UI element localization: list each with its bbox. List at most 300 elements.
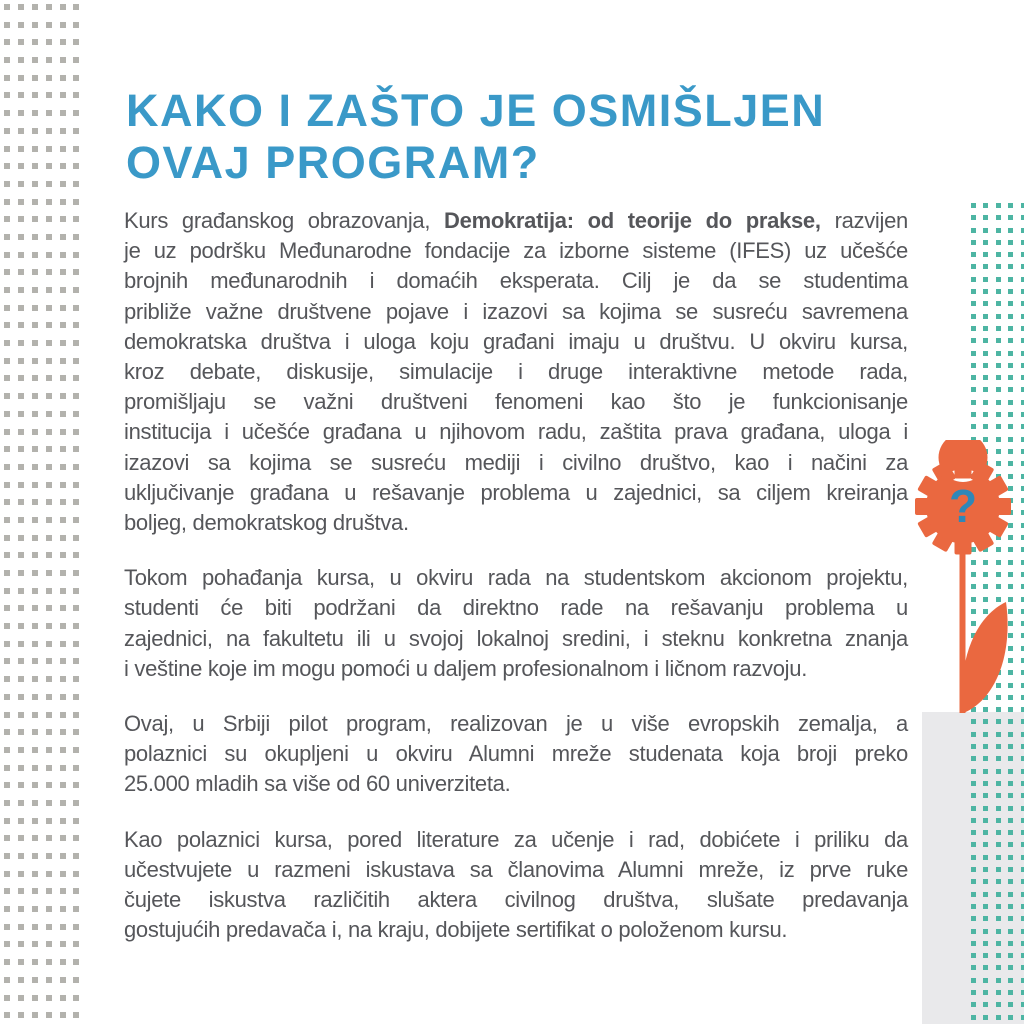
dot [971,351,976,356]
dot [73,411,79,417]
dot [996,879,1001,884]
dot [18,995,24,1001]
dot [983,1015,988,1020]
dot [1021,301,1024,306]
dot [60,588,66,594]
dot [73,888,79,894]
dot [1008,301,1013,306]
dot [60,959,66,965]
dot [1008,867,1013,872]
dot [4,375,10,381]
dot [60,977,66,983]
dot [32,57,38,63]
dot [32,340,38,346]
dot [1008,400,1013,405]
dot [73,358,79,364]
dot [4,623,10,629]
dot [996,338,1001,343]
dot [983,351,988,356]
dot [32,977,38,983]
dot [60,658,66,664]
dot [1021,338,1024,343]
dot [60,446,66,452]
dot [983,424,988,429]
dot [60,906,66,912]
dot [60,570,66,576]
dot [60,552,66,558]
dot [60,216,66,222]
dot [46,924,52,930]
dot [32,482,38,488]
dot [971,400,976,405]
dot [983,412,988,417]
dot [18,269,24,275]
dot [983,855,988,860]
dot [1021,314,1024,319]
dot [60,765,66,771]
dot [983,756,988,761]
dot [73,163,79,169]
dot [983,916,988,921]
dot [60,835,66,841]
dot [4,977,10,983]
dot [46,57,52,63]
dot [73,924,79,930]
dot [4,110,10,116]
dot [971,744,976,749]
dot [46,818,52,824]
dot [1021,978,1024,983]
dot [60,199,66,205]
dot [971,879,976,884]
dot [60,517,66,523]
dot [1008,424,1013,429]
dot [73,110,79,116]
dot [18,924,24,930]
dot [971,215,976,220]
dot [32,234,38,240]
dot [971,916,976,921]
dot [996,929,1001,934]
paragraph [124,825,908,946]
dot [1021,953,1024,958]
dot [1008,978,1013,983]
dot [60,924,66,930]
text-line: Tokom pohađanja kursa, u okviru rada na studentskom akcionom projektu, [124,565,908,591]
dot [60,871,66,877]
dot [73,464,79,470]
dot [46,800,52,806]
dot [32,499,38,505]
dot [18,163,24,169]
dot [971,756,976,761]
dot [73,818,79,824]
text-line: Ovaj, u Srbiji pilot program, realizovan je u više evropskih zemalja, a [124,711,908,737]
dot [983,769,988,774]
dot [971,793,976,798]
dot [60,712,66,718]
dot [18,322,24,328]
dot [4,429,10,435]
dot [46,429,52,435]
dot [32,1012,38,1018]
dot [1008,732,1013,737]
dot [18,588,24,594]
dot [73,782,79,788]
dot [1021,412,1024,417]
dot [18,1012,24,1018]
dot [73,181,79,187]
dot [60,800,66,806]
dot [4,765,10,771]
dot [46,694,52,700]
dot [73,305,79,311]
dot [996,941,1001,946]
text-line: Kao polaznici kursa, pored literature za učenje i rad, dobićete i priliku da [124,826,908,852]
dot [1021,756,1024,761]
dot [996,424,1001,429]
left-dot-pattern [4,4,79,1024]
dot [46,234,52,240]
dot [32,658,38,664]
dot [60,163,66,169]
dot [1021,1002,1024,1007]
dot [32,676,38,682]
dot [32,464,38,470]
dot [4,163,10,169]
dot [32,871,38,877]
dot [18,216,24,222]
dot [971,855,976,860]
dot [971,412,976,417]
dot [46,393,52,399]
dot [18,570,24,576]
text-line: uključivanje građana u rešavanje problema u zajednici, sa ciljem kreiranja [124,479,908,505]
dot [32,375,38,381]
dot [971,375,976,380]
dot [983,941,988,946]
dot [32,853,38,859]
dot [18,871,24,877]
dot [1008,228,1013,233]
dot [996,744,1001,749]
dot [46,977,52,983]
dot [18,199,24,205]
dot [46,22,52,28]
dot [4,729,10,735]
dot [73,287,79,293]
dot [46,4,52,10]
dot [4,393,10,399]
dot [73,570,79,576]
dot [1021,781,1024,786]
dot [60,252,66,258]
dot [46,110,52,116]
dot [32,393,38,399]
dot [971,277,976,282]
dot [983,929,988,934]
dot [4,92,10,98]
dot [60,818,66,824]
dot [996,732,1001,737]
dot [4,694,10,700]
dot [32,4,38,10]
dot [73,995,79,1001]
dot [1008,314,1013,319]
dot [996,326,1001,331]
dot [60,358,66,364]
dot [18,959,24,965]
dot [32,517,38,523]
dot [73,694,79,700]
dot [18,499,24,505]
dot [971,387,976,392]
dot [73,234,79,240]
dot [1021,215,1024,220]
dot [4,199,10,205]
dot [73,871,79,877]
text-line: čujete iskustva različitih aktera civilnog društva, slušate predavanja [124,887,908,913]
dot [4,499,10,505]
dot [46,305,52,311]
dot [18,800,24,806]
dot [60,110,66,116]
dot [1021,400,1024,405]
dot [18,747,24,753]
dot [60,4,66,10]
page-title-line1: KAKO I ZAŠTO JE OSMIŠLJEN [126,85,826,136]
dot [73,22,79,28]
dot [4,818,10,824]
text-line: učestvujete u razmeni iskustava sa članovima Alumni mreže, iz prve ruke [124,856,908,882]
dot [73,39,79,45]
text-line: institucija i učešće građana u njihovom radu, zaštita prava građana, uloga i [124,419,908,445]
dot [983,203,988,208]
dot [32,411,38,417]
question-mark: ? [948,480,978,532]
dot [1008,941,1013,946]
dot [46,39,52,45]
dot [60,464,66,470]
dot [996,965,1001,970]
dot [1008,326,1013,331]
dot [32,835,38,841]
dot [1008,1002,1013,1007]
dot [60,676,66,682]
dot [18,252,24,258]
dot [4,234,10,240]
dot [996,793,1001,798]
dot [983,363,988,368]
dot [983,314,988,319]
dot [73,941,79,947]
dot [1021,277,1024,282]
dot [18,146,24,152]
dot [983,953,988,958]
dot [32,924,38,930]
dot [46,216,52,222]
dot [996,830,1001,835]
dot [46,499,52,505]
dot [46,322,52,328]
dot [32,305,38,311]
text-line: brojnih međunarodnih i domaćih eksperata. Cilj je da se studentima [124,268,908,294]
text-line: studenti će biti podržani da direktno rade na rešavanju problema u [124,595,908,621]
dot [971,929,976,934]
dot [46,181,52,187]
text-line: 25.000 mladih sa više od 60 univerziteta. [124,771,511,797]
dot [1021,375,1024,380]
text-line: je uz podršku Međunarodne fondacije za izborne sisteme (IFES) uz učešće [124,238,908,264]
dot [4,995,10,1001]
dot [60,853,66,859]
dot [32,287,38,293]
dot [73,712,79,718]
dot [60,623,66,629]
dot [18,517,24,523]
dot [996,375,1001,380]
dot [1008,806,1013,811]
dot [32,800,38,806]
dot [996,400,1001,405]
dot [1021,240,1024,245]
dot [971,289,976,294]
text-line: polaznici su okupljeni u okviru Alumni mreže studenata koja broji preko [124,741,908,767]
dot [73,552,79,558]
dot [32,605,38,611]
dot [4,924,10,930]
dot [1008,990,1013,995]
dot [60,340,66,346]
dot [4,446,10,452]
dot [73,977,79,983]
dot [60,22,66,28]
dot [996,277,1001,282]
dot [73,57,79,63]
dot [1021,990,1024,995]
dot [32,552,38,558]
dot [73,322,79,328]
dot [60,482,66,488]
dot [996,387,1001,392]
dot [46,269,52,275]
dot [60,941,66,947]
dot [73,906,79,912]
dot [996,769,1001,774]
dot [971,990,976,995]
dot [60,729,66,735]
text-line: gostujućih predavača i, na kraju, dobijete sertifikat o položenom kursu. [124,917,788,943]
dot [73,835,79,841]
dot [996,1015,1001,1020]
dot [46,92,52,98]
dot [4,358,10,364]
dot [73,535,79,541]
dot [46,570,52,576]
dot [46,605,52,611]
dot [46,411,52,417]
dot [32,888,38,894]
dot [983,277,988,282]
dot [73,216,79,222]
dot [73,128,79,134]
dot [996,215,1001,220]
dot [996,818,1001,823]
dot [4,605,10,611]
dot [18,39,24,45]
dot [1021,842,1024,847]
dot [18,977,24,983]
dot [60,322,66,328]
dot [4,941,10,947]
dot [60,287,66,293]
dot [60,1012,66,1018]
dot [971,830,976,835]
dot [1008,756,1013,761]
dot [971,941,976,946]
dot [32,959,38,965]
dot [73,517,79,523]
dot [46,959,52,965]
dot [60,888,66,894]
dot [983,301,988,306]
dot [46,782,52,788]
dot [971,769,976,774]
dot [18,818,24,824]
dot [46,535,52,541]
dot [996,252,1001,257]
dot [60,747,66,753]
dot [996,756,1001,761]
dot [1021,228,1024,233]
dot [32,782,38,788]
dot [971,904,976,909]
dot [1021,252,1024,257]
paragraph [124,563,908,684]
dot [983,215,988,220]
dot [60,146,66,152]
text-line: približe važne društvene pojave i izazovi sa kojima se susreću savremena [124,298,908,324]
dot [73,340,79,346]
dot [60,181,66,187]
dot [971,228,976,233]
dot [73,765,79,771]
dot [996,867,1001,872]
dot [996,806,1001,811]
dot [18,694,24,700]
dot [46,552,52,558]
dot [73,641,79,647]
dot [4,906,10,912]
dot [983,867,988,872]
dot [60,535,66,541]
dot [983,806,988,811]
dot [1021,830,1024,835]
dot [18,782,24,788]
dot [60,429,66,435]
dot [996,978,1001,983]
dot [996,781,1001,786]
dot [996,892,1001,897]
dot [18,888,24,894]
dot [983,387,988,392]
dot [46,128,52,134]
dot [1021,203,1024,208]
dot [46,765,52,771]
dot [971,363,976,368]
dot [1021,351,1024,356]
dot [971,338,976,343]
